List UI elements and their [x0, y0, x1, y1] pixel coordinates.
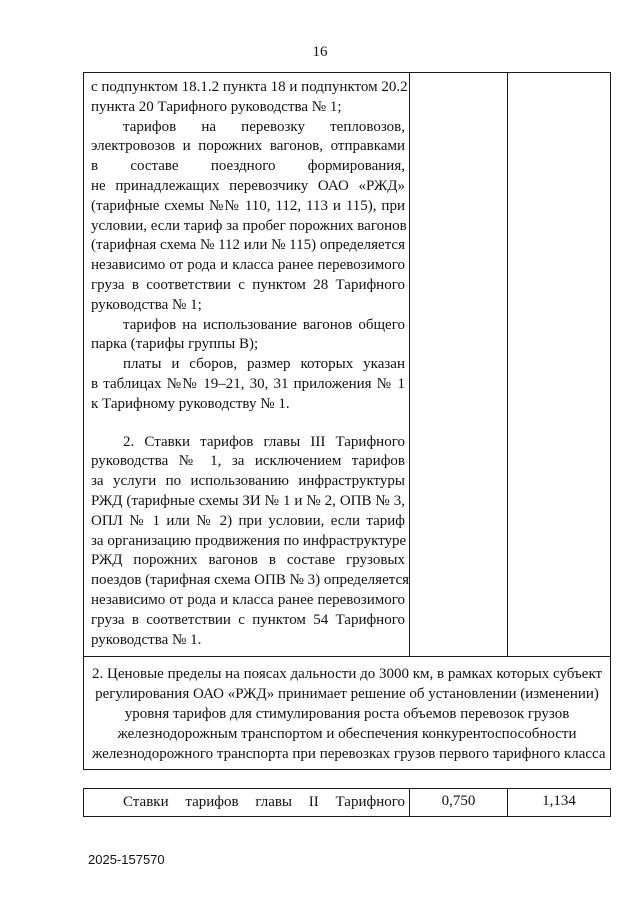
text-line: Ставки тарифов главы II Тарифного [123, 794, 405, 811]
table-row [84, 73, 611, 657]
text-line: за услуги по использованию инфраструктуры [91, 473, 405, 490]
value-cell-empty [508, 73, 611, 657]
text-line: груза в соответствии с пунктом 54 Тарифного [91, 611, 405, 628]
value-cell [410, 789, 508, 817]
text-line: не принадлежащих перевозчику ОАО «РЖД» [91, 177, 405, 194]
text-line: груза в соответствии с пунктом 28 Тарифного [91, 276, 405, 293]
page-number: 16 [312, 44, 328, 60]
text-line: 2. Ставки тарифов главы III Тарифного [123, 433, 405, 450]
tariff-value-2: 1,134 [542, 793, 576, 810]
text-line: к Тарифному руководству № 1. [91, 395, 290, 412]
text-line: (тарифные схемы №№ 110, 112, 113 и 115), при [91, 197, 405, 214]
text-line: руководства № 1. [91, 631, 202, 648]
section-heading-cell [84, 657, 611, 770]
text-line: в таблицах №№ 19–21, 30, 31 приложения № 1 [91, 375, 405, 392]
text-line: парка (тарифы группы В); [91, 336, 259, 353]
section-heading-line: 2. Ценовые пределы на поясах дальности до 3000 км, в рамках которых субъект [92, 666, 603, 683]
text-line: РЖД порожних вагонов в составе грузовых [91, 552, 405, 569]
spacer-row [84, 770, 611, 789]
text-line: независимо от рода и класса ранее перевозимого [91, 257, 405, 274]
section-heading-line: уровня тарифов для стимулирования роста объемов перевозок грузов [124, 706, 570, 723]
text-line: электровозов и порожних вагонов, отправками [91, 138, 405, 155]
text-line: тарифов на использование вагонов общего [123, 316, 405, 333]
section-heading-line: железнодорожного транспорта при перевозках грузов первого тарифного класса [92, 746, 606, 763]
text-line: с подпунктом 18.1.2 пункта 18 и подпунктом 20.2 [91, 79, 408, 95]
text-line: (тарифная схема № 112 или № 115) определяется [91, 237, 405, 254]
text-line: пункта 20 Тарифного руководства № 1; [91, 98, 342, 115]
tariff-table [83, 72, 611, 817]
value-cell [508, 789, 611, 817]
description-cell [84, 789, 410, 817]
text-line: тарифов на перевозку тепловозов, [123, 118, 405, 135]
text-line: ОПЛ № 1 или № 2) при условии, если тариф [91, 512, 405, 529]
text-line: в составе поездного формирования, [91, 158, 405, 175]
text-line: руководства № 1, за исключением тарифов [91, 453, 405, 470]
text-line: условии, если тариф за пробег порожних вагонов [91, 217, 407, 234]
text-line: независимо от рода и класса ранее перевозимого [91, 591, 405, 608]
text-line: руководства № 1; [91, 296, 202, 313]
text-line: за организацию продвижения по инфраструктуре [91, 532, 407, 549]
tariff-value-1: 0,750 [441, 793, 476, 810]
text-line: поездов (тарифная схема ОПВ № 3) определяется [91, 572, 410, 589]
value-cell-empty [410, 73, 508, 657]
document-id: 2025-157570 [88, 852, 165, 867]
text-line: платы и сборов, размер которых указан [123, 356, 405, 373]
table-row [84, 789, 611, 817]
section-heading-line: регулирования ОАО «РЖД» принимает решение об установлении (изменении) [95, 686, 599, 703]
description-cell [84, 73, 410, 657]
table-row [84, 657, 611, 770]
section-heading-line: железнодорожным транспортом и обеспечения конкурентоспособности [117, 726, 577, 743]
text-line: РЖД (тарифные схемы ЗИ № 1 и № 2, ОПВ № 3, [91, 492, 405, 509]
